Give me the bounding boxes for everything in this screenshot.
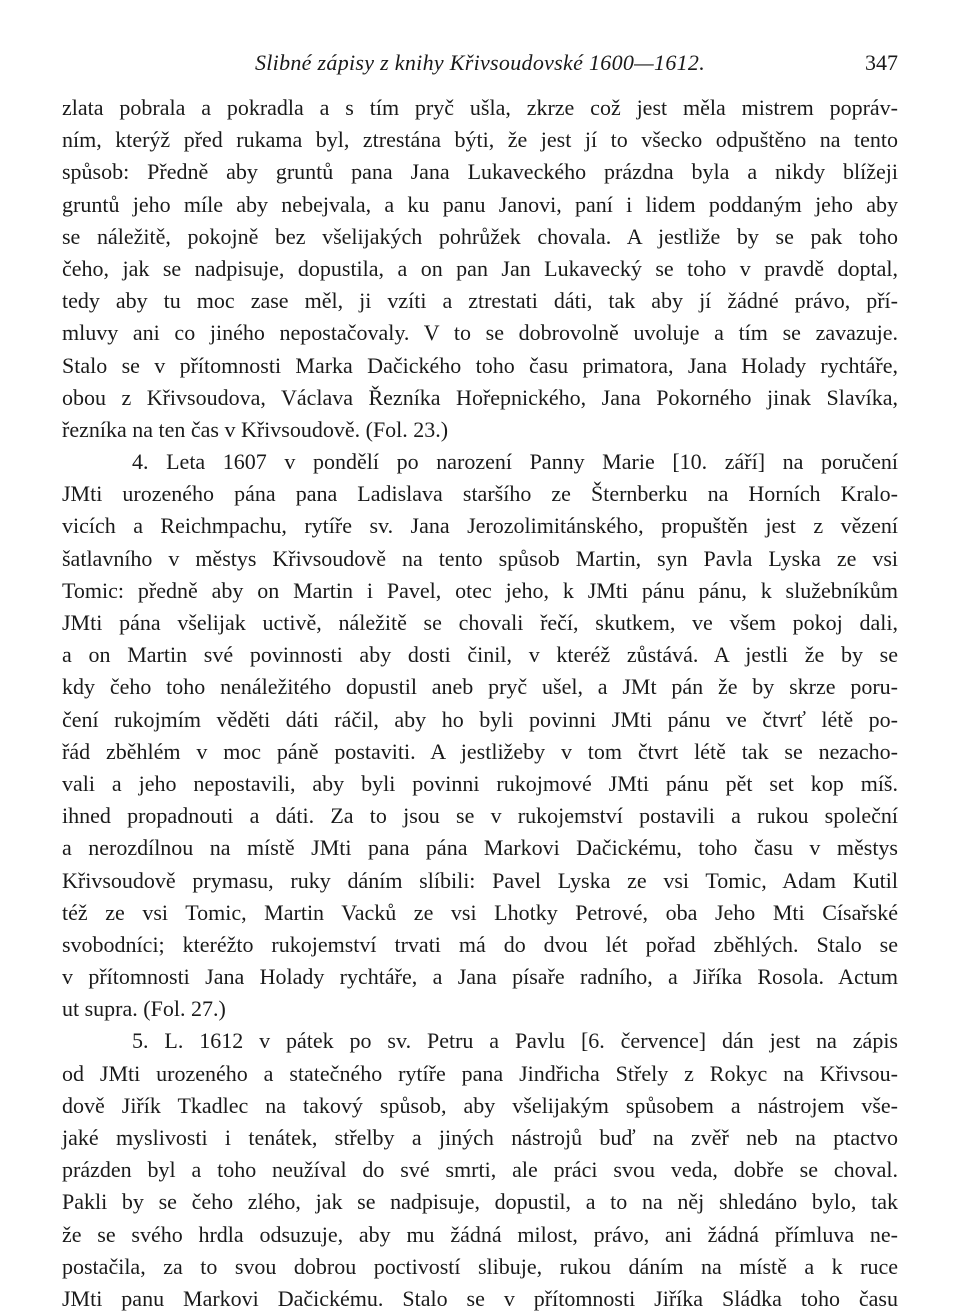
text-line: obou z Křivsoudova, Václava Řezníka Hořepnického, Jana Pokorného jinak Slavíka,	[62, 384, 898, 410]
text-line: svobodníci; kteréžto rukojemství trvati má do dvou lét pořad zběhlých. Stalo se	[62, 931, 898, 957]
text-line: čeho, jak se nadpisuje, dopustila, a on pan Jan Lukavecký se toho v pravdě doptal,	[62, 255, 898, 281]
entry-start-line: 4. Leta 1607 v pondělí po narození Panny Marie [10. září] na poručení	[132, 449, 898, 475]
text-line: mluvy ani co jiného nepostačovaly. V to se dobrovolně uvoluje a tím se zavazuje.	[62, 320, 898, 346]
text-line: JMti urozeného pána pana Ladislava staršího ze Šternberku na Horních Kralo-	[62, 481, 898, 507]
text-line: Pakli by se čeho zlého, jak se nadpisuje, dopustil, a to na něj shledáno bylo, tak	[62, 1189, 898, 1215]
text-line: ihned propadnouti a dáti. Za to jsou se v rukojemství postavili a rukou společní	[62, 803, 898, 829]
text-line: postačila, za to svou dobrou poctivostí slibuje, rukou dáním na místě a k ruce	[62, 1253, 898, 1279]
text-line: tedy aby tu moc zase měl, ji vzíti a ztrestati dáti, tak aby jí žádné právo, pří-	[62, 288, 898, 314]
text-line: čení rukojmím věděti dáti ráčil, aby ho byli povinni JMti pánu ve čtvrť létě po-	[62, 706, 898, 732]
text-line: též ze vsi Tomic, Martin Vacků ze vsi Lhotky Petrové, oba Jeho Mti Císařské	[62, 899, 898, 925]
text-line: prázden byl a toho neužíval do své smrti, ale práci svou veda, dobře se choval.	[62, 1157, 898, 1183]
text-line: dově Jiřík Tkadlec na takový spůsob, aby všelijakým spůsobem a nástrojem vše-	[62, 1092, 898, 1118]
page-number: 347	[865, 50, 898, 75]
text-line: od JMti urozeného a statečného rytíře pana Jindřicha Střely z Rokyc na Křivsou-	[62, 1060, 898, 1086]
text-line: JMti panu Markovi Dačickému. Stalo se v přítomnosti Jiříka Sládka toho času	[62, 1285, 898, 1311]
text-line: v přítomnosti Jana Holady rychtáře, a Jana písaře radního, a Jiříka Rosola. Actum	[62, 964, 898, 990]
text-line: gruntů jeho míle aby nebejvala, a ku panu Janovi, paní i lidem poddaným jeho aby	[62, 191, 898, 217]
text-line: vali a jeho nepostavili, aby byli povinni rukojmové JMti pánu pět set kop míš.	[62, 770, 898, 796]
text-line: se náležitě, pokojně bez všelijakých pohrůžek chovala. A jestliže by se pak toho	[62, 223, 898, 249]
text-line: zlata pobrala a pokradla a s tím pryč ušla, zkrze což jest měla mistrem popráv-	[62, 95, 898, 120]
text-line: ut supra. (Fol. 27.)	[62, 996, 226, 1022]
text-line: řád zběhlém v moc páně postaviti. A jestližeby v tom čtvrt létě tak se nezacho-	[62, 738, 898, 764]
text-line: že se svého hrdla odsuzuje, aby mu žádná milost, právo, ani žádná přímluva ne-	[62, 1221, 898, 1247]
entry-start-line: 5. L. 1612 v pátek po sv. Petru a Pavlu [6. července] dán jest na zápis	[132, 1028, 898, 1054]
text-line: jaké myslivosti i tenátek, střelby a jiných nástrojů buď na zvěř neb na ptactvo	[62, 1125, 898, 1150]
text-line: šatlavního v městys Křivsoudově na tento spůsob Martin, syn Pavla Lyska ze vsi	[62, 545, 898, 571]
text-line: kdy čeho toho nenáležitého dopustil aneb pryč ušel, a JMt pán že by skrze poru-	[62, 674, 898, 700]
text-line: Stalo se v přítomnosti Marka Dačického toho času primatora, Jana Holady rychtáře,	[62, 352, 898, 378]
text-line: a nerozdílnou na místě JMti pana pána Markovi Dačickému, toho času v městys	[62, 835, 898, 861]
text-line: Křivsoudově prymasu, ruky dáním slíbili: Pavel Lyska ze vsi Tomic, Adam Kutil	[62, 867, 898, 893]
text-body	[62, 92, 898, 1315]
text-line: spůsob: Předně aby gruntů pana Jana Lukaveckého prázdna byla a nikdy blížeji	[62, 159, 898, 185]
running-head	[62, 50, 898, 84]
text-line: ním, kterýž před rukama byl, ztrestána býti, že jest jí to všecko odpuštěno na tento	[62, 127, 898, 153]
text-line: řezníka na ten čas v Křivsoudově. (Fol. 23.)	[62, 416, 449, 442]
text-line: Tomic: předně aby on Martin i Pavel, otec jeho, k JMti pánu pánu, k služebníkům	[62, 577, 898, 603]
running-title: Slibné zápisy z knihy Křivsoudovské 1600—1612.	[254, 50, 706, 75]
text-line: a on Martin své povinnosti aby dosti činil, v kteréž zůstává. A jestli že by se	[62, 642, 898, 668]
text-line: vicích a Reichmpachu, rytíře sv. Jana Jerozolimitánského, propuštěn jest z vězení	[62, 513, 898, 539]
text-line: JMti pána všelijak uctivě, náležitě se chovali řečí, skutkem, ve všem pokoj dali,	[62, 610, 898, 635]
